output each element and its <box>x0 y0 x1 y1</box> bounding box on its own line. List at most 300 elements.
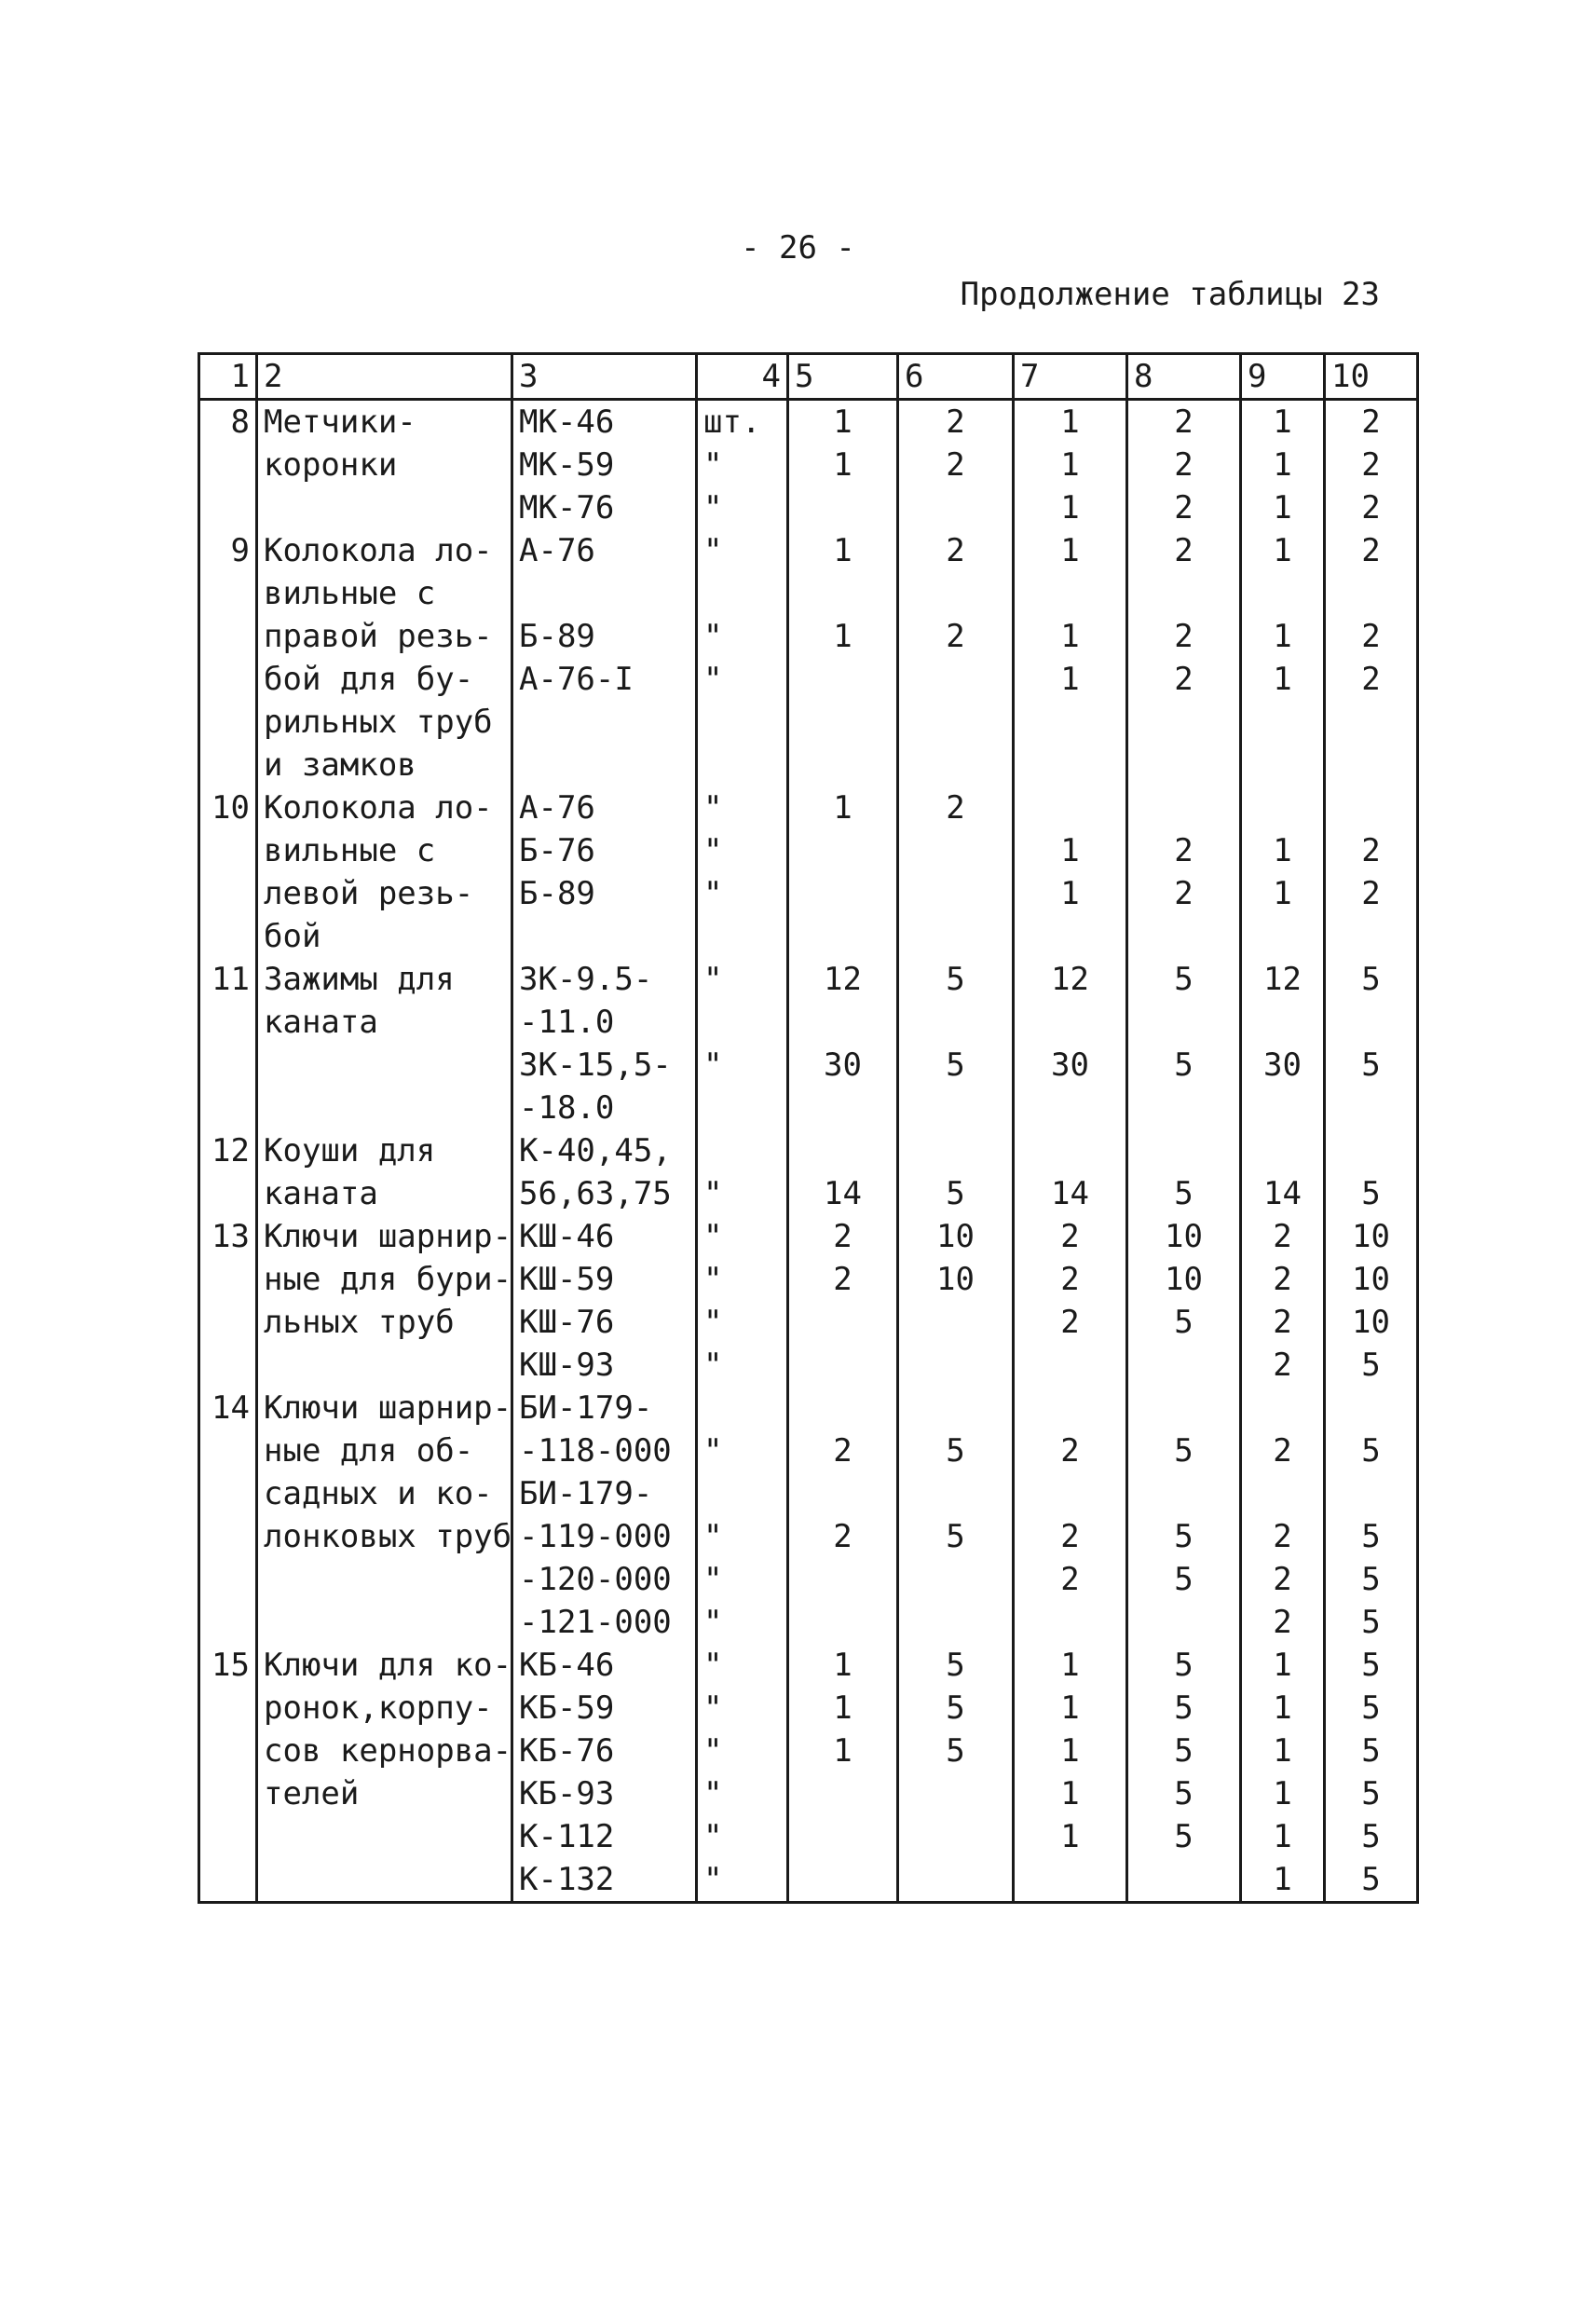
table-cell: сов кернорва- <box>257 1730 512 1772</box>
table-cell: 5 <box>898 958 1014 1001</box>
table-cell: бой <box>257 915 512 958</box>
table-cell <box>788 701 898 744</box>
table-cell <box>697 1001 788 1044</box>
table-cell: КШ-59 <box>512 1258 697 1301</box>
table-cell <box>199 444 257 486</box>
table-cell <box>199 1044 257 1087</box>
table-cell: КШ-76 <box>512 1301 697 1344</box>
table-cell: КБ-93 <box>512 1772 697 1815</box>
table-cell: 5 <box>1325 1730 1418 1772</box>
table-cell <box>788 1858 898 1903</box>
table-cell <box>1325 786 1418 829</box>
table-cell: 5 <box>1127 1429 1241 1472</box>
table-row <box>199 1815 1418 1858</box>
table-cell: 1 <box>1014 829 1127 872</box>
table-cell: 1 <box>1241 444 1325 486</box>
table-cell: и замков <box>257 744 512 786</box>
table-cell: 8 <box>199 400 257 444</box>
table-row <box>199 1687 1418 1730</box>
table-cell: 5 <box>1325 1429 1418 1472</box>
table-cell: каната <box>257 1001 512 1044</box>
table-row <box>199 744 1418 786</box>
table-cell <box>1241 915 1325 958</box>
table-row <box>199 572 1418 615</box>
table-cell: 2 <box>1325 615 1418 658</box>
table-cell <box>199 1515 257 1558</box>
table-cell <box>199 1858 257 1903</box>
table-cell: 5 <box>1127 1301 1241 1344</box>
table-row <box>199 486 1418 529</box>
table-cell <box>1127 915 1241 958</box>
table-cell <box>199 1258 257 1301</box>
table-cell: 2 <box>1241 1515 1325 1558</box>
table-row <box>199 1515 1418 1558</box>
table-cell: 2 <box>1127 658 1241 701</box>
table-cell: 1 <box>1241 1815 1325 1858</box>
table-cell <box>199 1172 257 1215</box>
table-cell <box>199 1772 257 1815</box>
table-cell: 5 <box>1127 1730 1241 1772</box>
table-cell: " <box>697 1429 788 1472</box>
table-cell: 2 <box>788 1258 898 1301</box>
table-cell: Метчики- <box>257 400 512 444</box>
table-cell: 5 <box>1325 1772 1418 1815</box>
table-cell: 5 <box>898 1044 1014 1087</box>
table-cell: 2 <box>1127 872 1241 915</box>
table-cell: 2 <box>1325 486 1418 529</box>
table-cell <box>512 744 697 786</box>
table-cell <box>1241 786 1325 829</box>
table-cell: 2 <box>788 1215 898 1258</box>
table-cell <box>1325 1087 1418 1129</box>
table-cell <box>1127 1601 1241 1644</box>
table-cell: К-112 <box>512 1815 697 1858</box>
table-cell: БИ-179- <box>512 1472 697 1515</box>
table-cell <box>898 1129 1014 1172</box>
table-cell <box>199 486 257 529</box>
header-cell: 10 <box>1325 354 1418 400</box>
table-cell: 5 <box>1325 1601 1418 1644</box>
table-cell <box>1014 915 1127 958</box>
table-cell <box>1241 1129 1325 1172</box>
table-cell <box>788 658 898 701</box>
table-cell: 5 <box>1127 1172 1241 1215</box>
table-cell <box>697 1129 788 1172</box>
table-row <box>199 958 1418 1001</box>
table-cell: 2 <box>898 615 1014 658</box>
table-cell <box>199 1429 257 1472</box>
table-cell: левой резь- <box>257 872 512 915</box>
table-cell: 1 <box>1014 658 1127 701</box>
table-cell: -11.0 <box>512 1001 697 1044</box>
table-cell: 1 <box>788 1730 898 1772</box>
table-cell <box>199 915 257 958</box>
table-cell: " <box>697 1858 788 1903</box>
table-cell: 1 <box>1014 1815 1127 1858</box>
table-cell: КБ-59 <box>512 1687 697 1730</box>
table-cell: 10 <box>898 1215 1014 1258</box>
table-cell <box>1241 1472 1325 1515</box>
table-cell: ные для об- <box>257 1429 512 1472</box>
table-cell: 5 <box>1325 1644 1418 1687</box>
table-cell: 30 <box>1014 1044 1127 1087</box>
table-cell <box>788 872 898 915</box>
table-cell: 5 <box>1127 1044 1241 1087</box>
table-cell: телей <box>257 1772 512 1815</box>
table-cell: " <box>697 1815 788 1858</box>
table-cell: 14 <box>788 1172 898 1215</box>
table-row <box>199 1172 1418 1215</box>
table-cell <box>788 1344 898 1387</box>
table-cell: 1 <box>1241 400 1325 444</box>
table-cell: 1 <box>1014 872 1127 915</box>
table-cell <box>199 1687 257 1730</box>
table-cell: -120-000 <box>512 1558 697 1601</box>
table-cell <box>257 1087 512 1129</box>
table-cell <box>788 1601 898 1644</box>
table-cell <box>1014 1001 1127 1044</box>
table-cell <box>697 1472 788 1515</box>
table-cell <box>199 1601 257 1644</box>
table-cell <box>1127 786 1241 829</box>
table-cell <box>1127 1129 1241 1172</box>
table-cell: " <box>697 444 788 486</box>
table-cell: Зажимы для <box>257 958 512 1001</box>
table-cell: " <box>697 958 788 1001</box>
table-cell: 12 <box>199 1129 257 1172</box>
table-cell: 1 <box>1241 1687 1325 1730</box>
table-cell: 5 <box>898 1687 1014 1730</box>
table-cell <box>257 1601 512 1644</box>
table-cell: 5 <box>1127 1772 1241 1815</box>
table-cell <box>898 1601 1014 1644</box>
table-cell: 5 <box>1325 1344 1418 1387</box>
table-cell <box>788 1129 898 1172</box>
table-cell: 1 <box>788 615 898 658</box>
table-cell <box>898 658 1014 701</box>
table-cell <box>1014 786 1127 829</box>
table-cell <box>199 1472 257 1515</box>
table-row <box>199 1258 1418 1301</box>
table-cell: Б-76 <box>512 829 697 872</box>
table-cell: -18.0 <box>512 1087 697 1129</box>
table-cell: льных труб <box>257 1301 512 1344</box>
table-cell: 2 <box>1127 829 1241 872</box>
table-cell <box>1325 744 1418 786</box>
table-cell <box>788 1301 898 1344</box>
data-table <box>198 352 1419 1904</box>
table-row <box>199 1387 1418 1429</box>
table-cell: 5 <box>1127 1558 1241 1601</box>
table-cell <box>199 572 257 615</box>
table-cell <box>1127 1858 1241 1903</box>
table-cell: коронки <box>257 444 512 486</box>
table-cell <box>898 744 1014 786</box>
table-cell <box>898 872 1014 915</box>
table-cell: 12 <box>1014 958 1127 1001</box>
table-cell: Б-89 <box>512 615 697 658</box>
table-cell <box>898 1858 1014 1903</box>
table-row <box>199 1601 1418 1644</box>
table-cell: 1 <box>788 529 898 572</box>
table-cell <box>788 915 898 958</box>
table-cell <box>1325 1387 1418 1429</box>
table-cell: 2 <box>1241 1258 1325 1301</box>
table-row <box>199 658 1418 701</box>
table-cell: вильные с <box>257 572 512 615</box>
table-cell: ронок,корпу- <box>257 1687 512 1730</box>
table-cell: Ключи шарнир- <box>257 1215 512 1258</box>
table-cell: бой для бу- <box>257 658 512 701</box>
table-cell: А-76 <box>512 529 697 572</box>
table-cell <box>898 915 1014 958</box>
table-cell <box>1325 915 1418 958</box>
table-cell: 1 <box>788 444 898 486</box>
table-cell: 2 <box>1325 444 1418 486</box>
table-cell <box>1014 744 1127 786</box>
table-cell: шт. <box>697 400 788 444</box>
table-cell: каната <box>257 1172 512 1215</box>
header-cell: 3 <box>512 354 697 400</box>
table-cell <box>898 1087 1014 1129</box>
table-cell <box>1127 1472 1241 1515</box>
table-body <box>199 400 1418 1903</box>
table-cell <box>697 1387 788 1429</box>
table-cell: 10 <box>898 1258 1014 1301</box>
table-cell: 2 <box>1014 1429 1127 1472</box>
table-cell <box>898 701 1014 744</box>
table-cell: 1 <box>1014 486 1127 529</box>
table-row <box>199 1344 1418 1387</box>
table-header-row <box>199 354 1418 400</box>
table-row <box>199 529 1418 572</box>
table-cell: 2 <box>1014 1215 1127 1258</box>
table-cell: Коуши для <box>257 1129 512 1172</box>
table-cell <box>1127 572 1241 615</box>
table-cell: 2 <box>1325 829 1418 872</box>
table-cell: 5 <box>1127 958 1241 1001</box>
header-cell: 8 <box>1127 354 1241 400</box>
header-cell: 1 <box>199 354 257 400</box>
table-cell: 5 <box>898 1515 1014 1558</box>
table-cell <box>1241 1087 1325 1129</box>
table-cell: 1 <box>1014 444 1127 486</box>
table-cell: 14 <box>1241 1172 1325 1215</box>
table-cell <box>1127 1387 1241 1429</box>
table-cell <box>697 701 788 744</box>
table-cell: БИ-179- <box>512 1387 697 1429</box>
table-cell <box>1325 701 1418 744</box>
table-row <box>199 1772 1418 1815</box>
table-cell: 10 <box>1325 1258 1418 1301</box>
table-cell <box>512 572 697 615</box>
table-cell <box>199 744 257 786</box>
table-cell <box>257 1344 512 1387</box>
table-row <box>199 786 1418 829</box>
table-row <box>199 829 1418 872</box>
table-cell: 1 <box>1014 1730 1127 1772</box>
table-cell: 2 <box>1241 1558 1325 1601</box>
table-cell <box>1325 1129 1418 1172</box>
table-cell: " <box>697 1558 788 1601</box>
table-cell: 56,63,75 <box>512 1172 697 1215</box>
table-cell: " <box>697 529 788 572</box>
table-cell: 15 <box>199 1644 257 1687</box>
table-cell: 11 <box>199 958 257 1001</box>
table-cell: садных и ко- <box>257 1472 512 1515</box>
table-cell <box>1014 572 1127 615</box>
table-cell: рильных труб <box>257 701 512 744</box>
table-cell <box>788 1558 898 1601</box>
table-cell: МК-59 <box>512 444 697 486</box>
table-cell <box>1127 744 1241 786</box>
table-cell <box>788 572 898 615</box>
table-row <box>199 1429 1418 1472</box>
table-cell <box>898 1301 1014 1344</box>
table-cell: 5 <box>1325 1172 1418 1215</box>
table-cell <box>199 1301 257 1344</box>
table-cell <box>199 701 257 744</box>
table-row <box>199 1558 1418 1601</box>
table-cell: " <box>697 829 788 872</box>
table-cell: А-76 <box>512 786 697 829</box>
table-cell: 2 <box>1325 400 1418 444</box>
table-cell <box>199 829 257 872</box>
table-cell: Колокола ло- <box>257 786 512 829</box>
table-row <box>199 1301 1418 1344</box>
table-cell <box>512 701 697 744</box>
table-cell: К-40,45, <box>512 1129 697 1172</box>
header-cell: 5 <box>788 354 898 400</box>
table-cell <box>1127 701 1241 744</box>
table-cell: 2 <box>1014 1515 1127 1558</box>
table-cell: 1 <box>1014 1644 1127 1687</box>
table-cell: 10 <box>1325 1215 1418 1258</box>
table-cell <box>898 572 1014 615</box>
table-cell <box>1325 572 1418 615</box>
table-cell: 1 <box>1014 1687 1127 1730</box>
table-cell <box>257 1558 512 1601</box>
table-cell: 5 <box>898 1644 1014 1687</box>
table-cell: 5 <box>1325 1044 1418 1087</box>
table-cell <box>257 1815 512 1858</box>
table-cell: 1 <box>1241 1730 1325 1772</box>
table-cell: 1 <box>1241 658 1325 701</box>
table-cell <box>898 829 1014 872</box>
table-cell: " <box>697 1172 788 1215</box>
table-cell: Колокола ло- <box>257 529 512 572</box>
table-cell: 1 <box>1014 1772 1127 1815</box>
header-cell: 6 <box>898 354 1014 400</box>
table-cell: правой резь- <box>257 615 512 658</box>
table-cell <box>788 1815 898 1858</box>
table-cell: 5 <box>898 1172 1014 1215</box>
header-cell: 2 <box>257 354 512 400</box>
table-cell: 2 <box>1241 1601 1325 1644</box>
table-cell: 5 <box>1325 1687 1418 1730</box>
table-cell: Ключи шарнир- <box>257 1387 512 1429</box>
table-cell: 12 <box>1241 958 1325 1001</box>
table-cell: 30 <box>1241 1044 1325 1087</box>
table-row <box>199 872 1418 915</box>
table-cell <box>199 1730 257 1772</box>
table-cell <box>1325 1472 1418 1515</box>
table-cell: 5 <box>1127 1815 1241 1858</box>
table-cell: К-132 <box>512 1858 697 1903</box>
table-cell: 14 <box>199 1387 257 1429</box>
table-cell: 2 <box>1127 615 1241 658</box>
table-cell: 2 <box>1014 1558 1127 1601</box>
table-cell <box>1127 1087 1241 1129</box>
table-cell <box>257 1858 512 1903</box>
table-cell: 1 <box>1241 529 1325 572</box>
table-cell: 1 <box>1241 872 1325 915</box>
table-row <box>199 915 1418 958</box>
table-cell: 1 <box>1014 529 1127 572</box>
table-cell: " <box>697 1644 788 1687</box>
table-cell: КБ-46 <box>512 1644 697 1687</box>
table-cell <box>898 1387 1014 1429</box>
table-cell <box>1014 1087 1127 1129</box>
table-cell: 9 <box>199 529 257 572</box>
table-cell: 5 <box>1325 1558 1418 1601</box>
table-cell: 1 <box>1014 400 1127 444</box>
table-cell: 5 <box>898 1730 1014 1772</box>
table-cell <box>697 744 788 786</box>
table-cell <box>788 486 898 529</box>
table-cell: 12 <box>788 958 898 1001</box>
table-cell: 2 <box>1241 1301 1325 1344</box>
table-cell <box>199 1001 257 1044</box>
table-cell: 5 <box>898 1429 1014 1472</box>
table-cell <box>1014 1387 1127 1429</box>
table-cell: " <box>697 1687 788 1730</box>
table-row <box>199 1044 1418 1087</box>
table-cell: " <box>697 1730 788 1772</box>
table-cell: " <box>697 486 788 529</box>
table-cell <box>1127 1344 1241 1387</box>
table-cell: " <box>697 872 788 915</box>
table-cell: 2 <box>1241 1215 1325 1258</box>
table-row <box>199 1087 1418 1129</box>
table-cell: 2 <box>1127 444 1241 486</box>
table-cell: " <box>697 1301 788 1344</box>
table-cell <box>199 1087 257 1129</box>
table-row <box>199 1472 1418 1515</box>
table-cell <box>199 1344 257 1387</box>
table-cell: 2 <box>1241 1344 1325 1387</box>
table-cell <box>1014 1601 1127 1644</box>
table-row <box>199 1129 1418 1172</box>
table-cell <box>199 1558 257 1601</box>
table-cell: 1 <box>788 400 898 444</box>
table-cell: 14 <box>1014 1172 1127 1215</box>
table-cell <box>898 1001 1014 1044</box>
table-cell: 2 <box>1325 658 1418 701</box>
table-cell: 1 <box>1241 829 1325 872</box>
table-cell: 2 <box>1127 400 1241 444</box>
table-row <box>199 1730 1418 1772</box>
table-cell <box>788 829 898 872</box>
header-cell: 7 <box>1014 354 1127 400</box>
table-cell <box>898 1772 1014 1815</box>
table-cell: -121-000 <box>512 1601 697 1644</box>
table-cell: 2 <box>898 444 1014 486</box>
table-cell: КШ-93 <box>512 1344 697 1387</box>
table-cell: 2 <box>1014 1258 1127 1301</box>
table-row <box>199 400 1418 444</box>
table-cell <box>1241 1387 1325 1429</box>
